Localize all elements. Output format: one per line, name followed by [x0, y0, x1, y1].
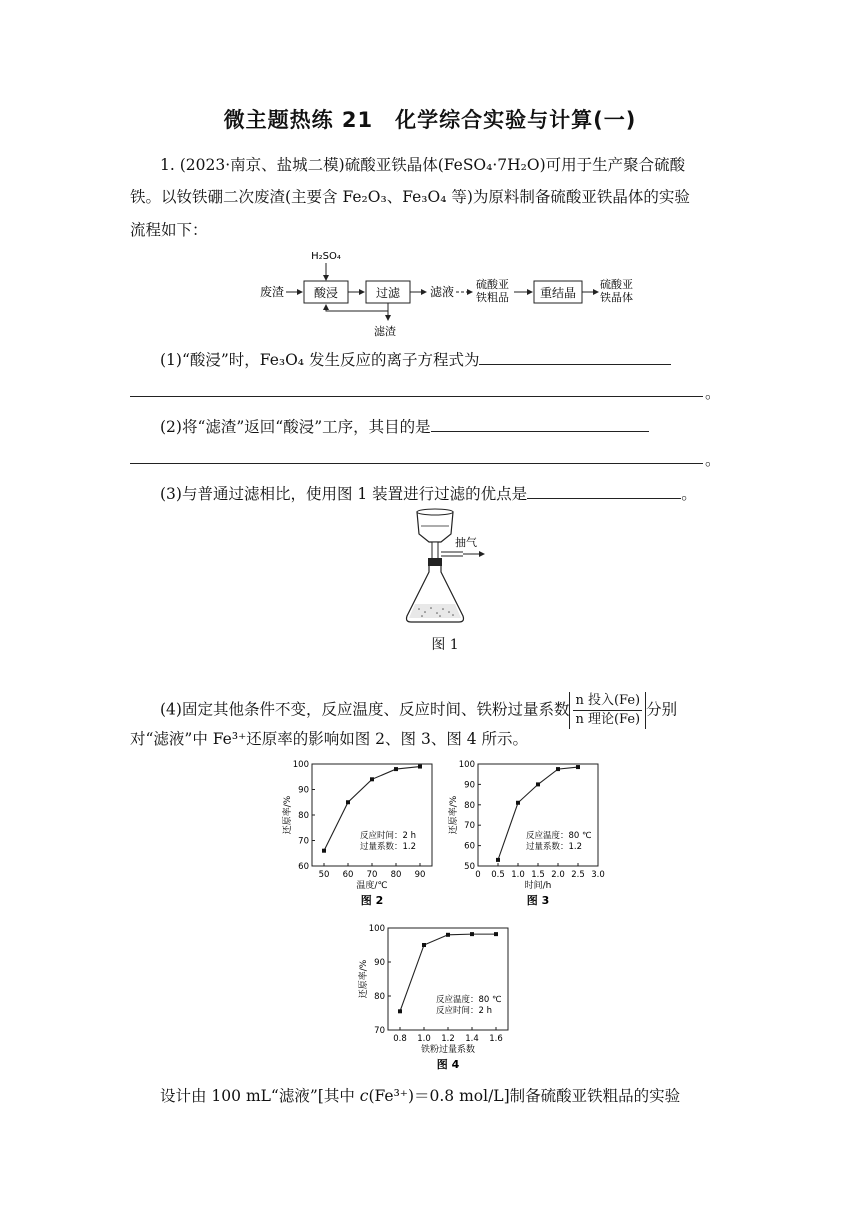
fraction-denominator: n 理论(Fe)	[575, 712, 641, 727]
x-axis-label: 时间/h	[524, 881, 552, 891]
chart-caption: 图 4	[436, 1058, 460, 1071]
data-point	[496, 858, 500, 862]
data-point	[398, 1009, 402, 1013]
answer-blank-1b[interactable]	[130, 396, 703, 397]
flow-step-3: 重结晶	[539, 286, 577, 300]
x-tick-label: 1.0	[417, 1034, 431, 1044]
data-point	[446, 933, 450, 937]
x-axis-label: 温度/℃	[356, 881, 388, 891]
y-tick-label: 100	[368, 924, 385, 934]
x-tick-label: 90	[414, 870, 426, 880]
question-2	[160, 415, 649, 437]
chart-caption: 图 2	[360, 894, 384, 907]
data-point	[370, 777, 374, 781]
chart-fig3	[444, 758, 609, 910]
figure1-caption: 图 1	[431, 637, 459, 653]
y-tick-label: 90	[464, 780, 475, 791]
intro-text: 硫酸亚铁晶体(FeSO₄·7H₂O)可用于生产聚合硫酸	[344, 156, 686, 174]
y-axis-label: 还原率/%	[449, 795, 459, 835]
flow-filtrate: 滤液	[430, 285, 455, 299]
question-number: 1. (2023·南京、盐城二模)	[160, 156, 345, 174]
y-tick-label: 60	[298, 862, 309, 872]
x-tick-label: 80	[390, 870, 402, 880]
data-point	[576, 765, 580, 769]
x-axis-label: 铁粉过量系数	[420, 1045, 476, 1055]
y-tick-label: 100	[458, 760, 475, 770]
x-tick-label: 0.5	[491, 870, 505, 880]
concentration-symbol: c	[359, 1087, 369, 1105]
y-tick-label: 90	[298, 785, 309, 796]
fraction-numerator: n 投入(Fe)	[573, 692, 642, 711]
flow-crude-1: 硫酸亚	[476, 278, 509, 291]
data-point	[394, 767, 398, 771]
question-4-text-end: 分别	[646, 700, 678, 719]
x-tick-label: 50	[318, 870, 330, 880]
y-tick-label: 50	[464, 862, 475, 872]
y-tick-label: 90	[374, 958, 385, 968]
flow-step-1: 酸浸	[313, 286, 339, 300]
question-1	[160, 348, 671, 370]
final-text-1: 设计由 100 mL“滤液”[其中	[160, 1087, 360, 1105]
flow-reagent: H₂SO₄	[311, 251, 341, 262]
x-tick-label: 1.5	[531, 870, 545, 880]
fraction-iron-ratio	[569, 692, 646, 729]
y-tick-label: 80	[464, 800, 475, 811]
x-tick-label: 1.2	[441, 1034, 455, 1044]
question-3	[160, 482, 697, 504]
flow-product-1: 硫酸亚	[600, 278, 633, 291]
question-4-text: (4)固定其他条件不变，反应温度、反应时间、铁粉过量系数	[160, 700, 570, 719]
data-point	[418, 765, 422, 769]
data-point	[470, 932, 474, 936]
x-tick-label: 0.8	[393, 1034, 407, 1044]
y-tick-label: 80	[374, 992, 385, 1002]
y-axis-label: 还原率/%	[359, 959, 369, 999]
question-2-text: (2)将“滤渣”返回“酸浸”工序，其目的是	[160, 418, 431, 436]
flow-step-2: 过滤	[375, 286, 401, 300]
question-1-text: (1)“酸浸”时，Fe₃O₄ 发生反应的离子方程式为	[160, 351, 480, 369]
x-tick-label: 60	[342, 870, 354, 880]
intro-line-1	[160, 153, 685, 175]
answer-blank-3[interactable]	[527, 482, 681, 499]
period-3: 。	[681, 485, 697, 503]
data-point	[516, 801, 520, 805]
flow-product-2: 铁晶体	[600, 291, 633, 304]
x-tick-label: 2.0	[551, 870, 565, 880]
question-4	[160, 692, 677, 729]
x-tick-label: 1.4	[465, 1034, 479, 1044]
data-point	[422, 943, 426, 947]
y-tick-label: 60	[464, 841, 475, 852]
chart-fig4	[354, 922, 519, 1074]
question-3-text: (3)与普通过滤相比，使用图 1 装置进行过滤的优点是	[160, 485, 528, 503]
chart-annotation: 反应时间：2 h	[436, 1006, 492, 1016]
question-4-line-2: 对“滤液”中 Fe³⁺还原率的影响如图 2、图 3、图 4 所示。	[130, 730, 529, 748]
answer-blank-2a[interactable]	[431, 415, 649, 432]
flow-start: 废渣	[260, 285, 285, 299]
period-1: 。	[705, 384, 721, 402]
chart-annotation: 反应温度：80 ℃	[436, 995, 502, 1005]
data-point	[322, 849, 326, 853]
final-text-2: (Fe³⁺)＝0.8 mol/L]制备硫酸亚铁粗品的实验	[368, 1087, 681, 1105]
figure1-label: 抽气	[455, 536, 477, 549]
x-tick-label: 2.5	[571, 870, 585, 880]
page-title: 微主题热练 21 化学综合实验与计算(一)	[223, 108, 637, 132]
vacuum-filtration-apparatus	[395, 508, 505, 630]
y-tick-label: 80	[298, 811, 309, 821]
intro-line-2: 铁。以钕铁硼二次废渣(主要含 Fe₂O₃、Fe₃O₄ 等)为原料制备硫酸亚铁晶体的实验	[130, 188, 690, 206]
flow-crude-2: 铁粗品	[476, 291, 509, 304]
final-line	[160, 1084, 680, 1106]
x-tick-label: 1.0	[511, 870, 525, 880]
y-tick-label: 100	[292, 760, 309, 770]
chart-annotation: 过量系数：1.2	[526, 842, 583, 852]
x-tick-label: 70	[366, 870, 378, 880]
data-point	[494, 932, 498, 936]
intro-line-3: 流程如下：	[130, 221, 208, 239]
chart-fig2	[278, 758, 443, 910]
x-tick-label: 3.0	[591, 870, 605, 880]
chart-annotation: 反应温度：80 ℃	[526, 831, 592, 841]
x-tick-label: 1.6	[489, 1034, 503, 1044]
y-axis-label: 还原率/%	[283, 795, 293, 835]
chart-caption: 图 3	[526, 894, 550, 907]
data-point	[536, 782, 540, 786]
period-2: 。	[705, 451, 721, 469]
chart-annotation: 反应时间：2 h	[360, 831, 416, 841]
process-flowchart	[250, 243, 650, 343]
y-tick-label: 70	[298, 836, 309, 847]
y-tick-label: 70	[374, 1026, 385, 1036]
y-tick-label: 70	[464, 821, 475, 832]
data-point	[346, 800, 350, 804]
chart-annotation: 过量系数：1.2	[360, 842, 417, 852]
flow-residue: 滤渣	[374, 325, 396, 338]
answer-blank-2b[interactable]	[130, 463, 703, 464]
data-point	[556, 767, 560, 771]
answer-blank-1a[interactable]	[479, 348, 671, 365]
x-tick-label: 0	[475, 870, 481, 880]
